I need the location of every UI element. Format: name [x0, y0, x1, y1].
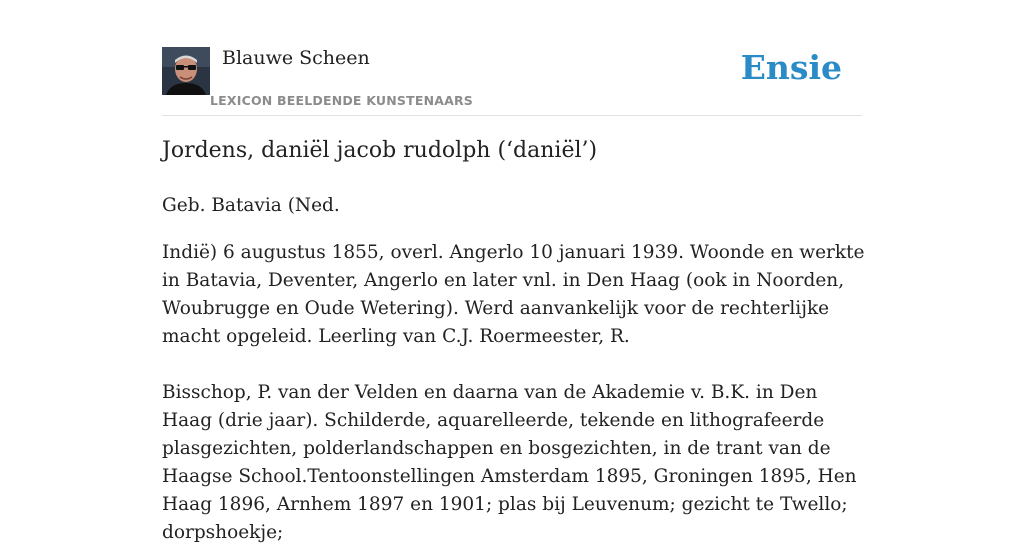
author-avatar[interactable] [162, 47, 210, 95]
article-paragraph: Bisschop, P. van der Velden en daarna van de Akademie v. B.K. in Den Haag (drie jaar). Schilderde, aquarelleerde, tekende en lithografeerde plasgezichten, polderlandschappen en bosgezichten, in de trant van de Haagse School.Tentoonstellingen Amsterdam 1895, Groningen 1895, Hen Haag 1896, Arnhem 1897 en 1901; plas bij Leuvenum; gezicht te Twello; dorpshoekje; [162, 382, 857, 543]
article-paragraph: Geb. Batavia (Ned. [162, 195, 340, 216]
author-photo-icon [162, 47, 210, 95]
category-label[interactable]: LEXICON BEELDENDE KUNSTENAARS [210, 93, 474, 108]
author-name[interactable]: Blauwe Scheen [222, 47, 370, 69]
header-divider [162, 115, 862, 116]
article-title: Jordens, daniël jacob rudolph (‘daniël’) [162, 138, 598, 163]
site-header [162, 46, 862, 116]
brand-logo[interactable]: Ensie [740, 48, 842, 87]
article-paragraph: Indië) 6 augustus 1855, overl. Angerlo 10 januari 1939. Woonde en werkte in Batavia, Deventer, Angerlo en later vnl. in Den Haag (ook in Noorden, Woubrugge en Oude Wetering). Werd aanvankelijk voor de rechterlijke macht opgeleid. Leerling van C.J. Roermeester, R. [162, 242, 865, 347]
